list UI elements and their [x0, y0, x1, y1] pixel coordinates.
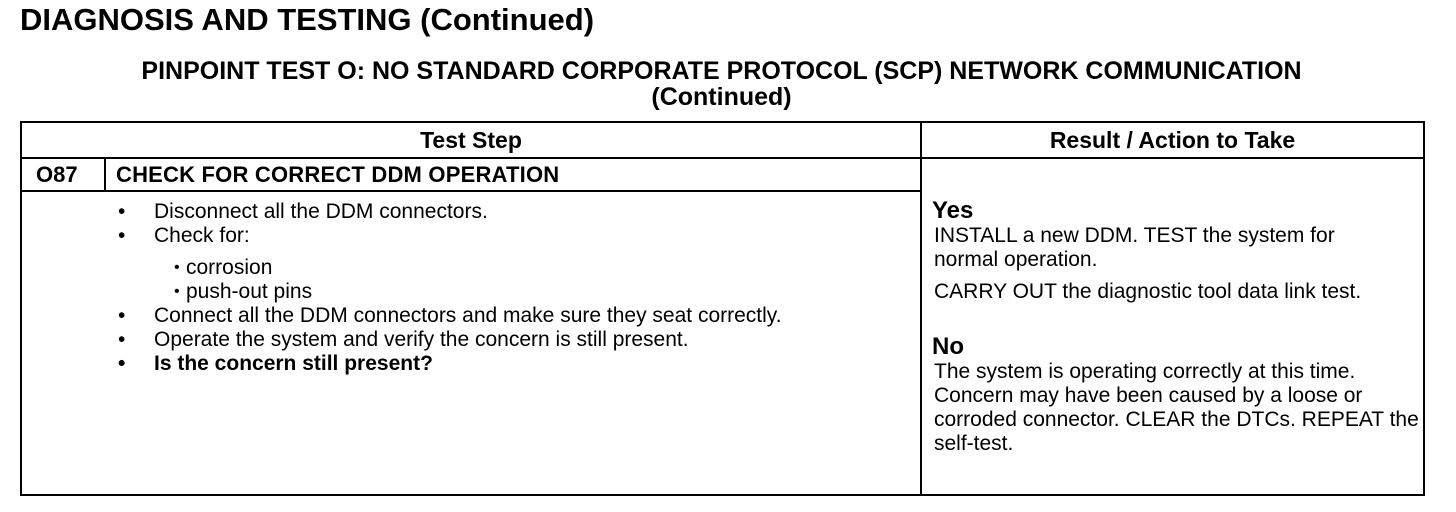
list-item: • Operate the system and verify the concern is still present.: [116, 328, 856, 352]
list-item-question: • Is the concern still present?: [116, 352, 856, 376]
step-id: O87: [36, 162, 78, 187]
step-instructions: [116, 200, 856, 376]
list-item: • Disconnect all the DDM connectors.: [116, 200, 856, 224]
yes-action-1: INSTALL a new DDM. TEST the system for normal operation.: [934, 224, 1335, 271]
yes-action-2: CARRY OUT the diagnostic tool data link test.: [934, 280, 1362, 303]
column-header-result: Result / Action to Take: [1049, 127, 1296, 153]
no-label: No: [932, 333, 964, 360]
list-item: • Check for:: [116, 224, 856, 248]
test-step-table: [20, 121, 1425, 496]
pinpoint-test-title: [20, 58, 1423, 110]
yes-label: Yes: [932, 197, 974, 224]
check-for-sublist: [116, 256, 856, 304]
column-header-test-step: Test Step: [420, 127, 522, 153]
result-action-column: [932, 198, 1422, 456]
column-divider: [920, 123, 922, 494]
test-title-line2: (Continued): [651, 83, 792, 111]
step-title-divider: [22, 190, 920, 192]
page-title: DIAGNOSIS AND TESTING (Continued): [20, 2, 595, 37]
no-action: The system is operating correctly at this time. Concern may have been caused by a loose or corroded connector. CLEAR the DTCs. REPEAT the self-test.: [934, 360, 1419, 455]
sub-list-item: • push-out pins: [174, 280, 856, 304]
header-divider: [22, 157, 1423, 159]
list-item: • Connect all the DDM connectors and make sure they seat correctly.: [116, 304, 834, 328]
sub-list-item: • corrosion: [174, 256, 856, 280]
test-title-line1: PINPOINT TEST O: NO STANDARD CORPORATE PROTOCOL (SCP) NETWORK COMMUNICATION: [141, 57, 1302, 85]
step-title: CHECK FOR CORRECT DDM OPERATION: [116, 162, 560, 187]
step-id-divider: [104, 157, 106, 192]
